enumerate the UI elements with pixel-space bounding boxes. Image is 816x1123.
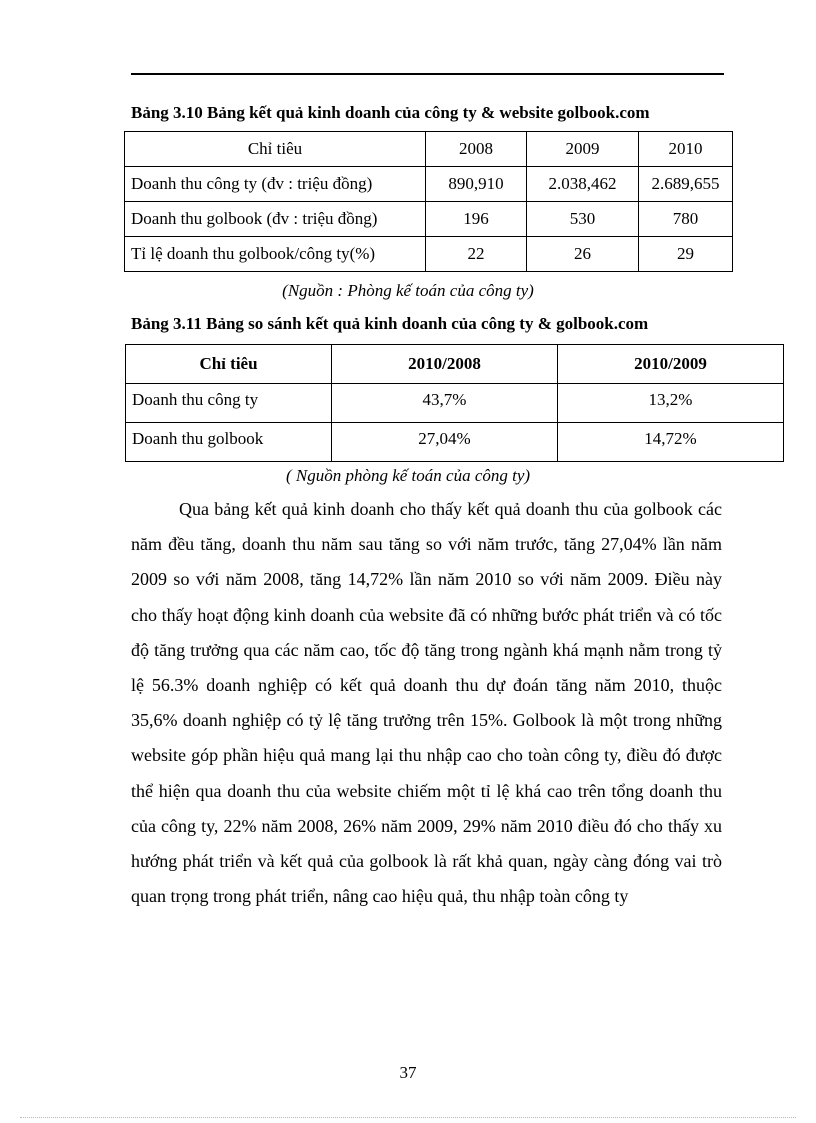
cell-value: 27,04%: [332, 423, 558, 462]
cell-value: 780: [639, 202, 733, 237]
table-header-row: [126, 345, 784, 384]
row-label: Tỉ lệ doanh thu golbook/công ty(%): [125, 237, 426, 272]
cell-value: 22: [426, 237, 527, 272]
table-3-11: [125, 344, 784, 462]
cell-value: 196: [426, 202, 527, 237]
row-label: Doanh thu golbook: [126, 423, 332, 462]
table-header-row: [125, 132, 733, 167]
cell-value: 43,7%: [332, 384, 558, 423]
cell-value: 890,910: [426, 167, 527, 202]
cell-value: 530: [527, 202, 639, 237]
body-paragraph: Qua bảng kết quả kinh doanh cho thấy kết quả doanh thu của golbook các năm đều tăng, doanh thu năm sau tăng so với năm trước, tăng 27,04% lần năm 2009 so với năm 2008, tăng 14,72% lần năm 2010 so với năm 2009. Điều này cho thấy hoạt động kinh doanh của website đã có những bước phát triển và có tốc độ tăng trưởng qua các năm cao, tốc độ tăng trong ngành khá mạnh nằm trong tỷ lệ 56.3% doanh nghiệp có kết quả doanh thu dự đoán tăng năm 2010, thuộc 35,6% doanh nghiệp có tỷ lệ tăng trưởng trên 15%. Golbook là một trong những website góp phần hiệu quả mang lại thu nhập cao cho toàn công ty, điều đó được thể hiện qua doanh thu của website chiếm một tỉ lệ khá cao trên tổng doanh thu của công ty, 22% năm 2008, 26% năm 2009, 29% năm 2010 điều đó cho thấy xu hướng phát triển và kết quả của golbook là rất khả quan, ngày càng đóng vai trò quan trọng trong phát triển, nâng cao hiệu quả, thu nhập toàn công ty: [131, 499, 722, 907]
cell-value: 14,72%: [558, 423, 784, 462]
table-3-10-caption: Bảng 3.10 Bảng kết quả kinh doanh của công ty & website golbook.com: [131, 103, 650, 122]
header-cell: Chỉ tiêu: [125, 132, 426, 167]
row-label: Doanh thu golbook (đv : triệu đồng): [125, 202, 426, 237]
cell-value: 29: [639, 237, 733, 272]
header-cell: 2008: [426, 132, 527, 167]
table-row: [126, 423, 784, 462]
table-row: [126, 384, 784, 423]
table-row: [125, 237, 733, 272]
table-3-10: [124, 131, 733, 272]
table-3-11-caption: Bảng 3.11 Bảng so sánh kết quả kinh doanh của công ty & golbook.com: [131, 314, 649, 333]
header-cell: 2010/2008: [332, 345, 558, 384]
footer-dotted-line: [20, 1117, 796, 1118]
header-cell: Chỉ tiêu: [126, 345, 332, 384]
header-cell: 2010: [639, 132, 733, 167]
header-cell: 2010/2009: [558, 345, 784, 384]
cell-value: 13,2%: [558, 384, 784, 423]
header-cell: 2009: [527, 132, 639, 167]
cell-value: 26: [527, 237, 639, 272]
table-3-10-source: (Nguồn : Phòng kế toán của công ty): [282, 281, 534, 300]
table-row: [125, 202, 733, 237]
page-number: 37: [399, 1063, 417, 1082]
row-label: Doanh thu công ty: [126, 384, 332, 423]
cell-value: 2.689,655: [639, 167, 733, 202]
header-rule: [131, 73, 724, 75]
row-label: Doanh thu công ty (đv : triệu đồng): [125, 167, 426, 202]
cell-value: 2.038,462: [527, 167, 639, 202]
table-row: [125, 167, 733, 202]
table-3-11-source: ( Nguồn phòng kế toán của công ty): [285, 466, 531, 485]
